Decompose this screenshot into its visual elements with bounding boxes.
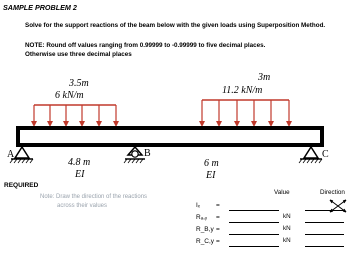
direction-column-header: Direction bbox=[320, 189, 345, 196]
direction-note-line1: Note: Draw the direction of the reactions bbox=[40, 194, 148, 200]
direction-field-rcy[interactable] bbox=[305, 246, 344, 247]
value-column-header: Value bbox=[274, 189, 290, 196]
reaction-label-rcy: R_C,y bbox=[196, 238, 215, 245]
answer-field-ray[interactable] bbox=[229, 222, 279, 223]
reaction-equals-rby: = bbox=[216, 226, 220, 233]
load1-intensity-label: 6 kN/m bbox=[55, 90, 84, 101]
reaction-label-rby: R_B,y bbox=[196, 226, 214, 233]
support-b-label: B bbox=[144, 148, 151, 159]
answer-field-ix[interactable] bbox=[229, 210, 279, 211]
required-heading: REQUIRED bbox=[4, 182, 39, 189]
unit-ray: kN bbox=[283, 213, 291, 220]
unit-rcy: kN bbox=[283, 237, 291, 244]
unit-rby: kN bbox=[283, 225, 291, 232]
direction-field-ix[interactable] bbox=[305, 210, 344, 211]
answer-field-rby[interactable] bbox=[229, 234, 279, 235]
pin-support-c bbox=[299, 147, 322, 163]
problem-title: SAMPLE PROBLEM 2 bbox=[3, 3, 77, 12]
reaction-equals-ray: = bbox=[216, 214, 220, 221]
direction-note-line2: across their values bbox=[57, 203, 108, 209]
load2-length-label: 3m bbox=[258, 72, 271, 83]
load1-length-label: 3.5m bbox=[69, 78, 89, 89]
distributed-load-2 bbox=[199, 100, 292, 127]
span1-rigidity-label: EI bbox=[75, 169, 85, 180]
distributed-load-1 bbox=[31, 105, 119, 127]
rounding-note-line1: NOTE: Round off values ranging from 0.99999 to -0.99999 to five decimal places. bbox=[25, 42, 266, 49]
beam bbox=[18, 128, 322, 145]
span1-length-label: 4.8 m bbox=[68, 157, 91, 168]
support-a-label: A bbox=[7, 149, 15, 160]
answer-field-rcy[interactable] bbox=[229, 246, 279, 247]
span2-length-label: 6 m bbox=[204, 158, 219, 169]
span2-rigidity-label: EI bbox=[206, 170, 216, 181]
direction-field-rby[interactable] bbox=[305, 234, 344, 235]
load2-intensity-label: 11.2 kN/m bbox=[222, 85, 263, 96]
problem-instruction: Solve for the support reactions of the beam below with the given loads using Superposition Method. bbox=[25, 22, 326, 29]
reaction-label-ray: Rₐ,ᵧ bbox=[196, 214, 208, 221]
reaction-label-ix: Iₓ bbox=[196, 202, 200, 209]
reaction-equals-ix: = bbox=[216, 202, 220, 209]
direction-field-ray[interactable] bbox=[305, 222, 344, 223]
support-c-label: C bbox=[322, 149, 329, 160]
rounding-note-line2: Otherwise use three decimal places bbox=[25, 51, 132, 58]
reaction-equals-rcy: = bbox=[216, 238, 220, 245]
roller-support-b bbox=[124, 147, 145, 163]
